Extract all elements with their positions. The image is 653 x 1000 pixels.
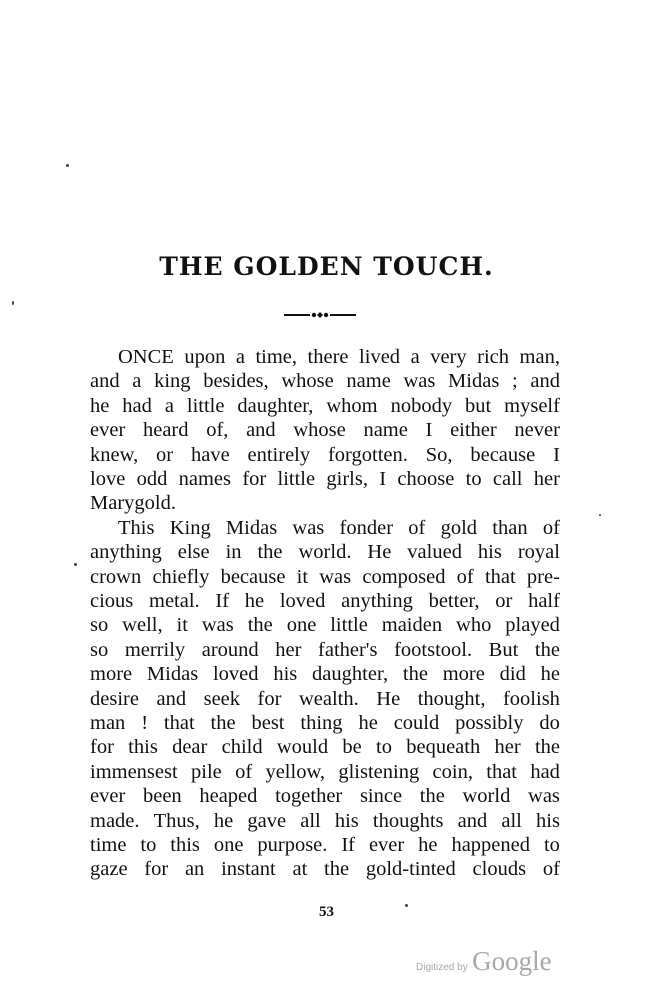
text-line: ever heard of, and whose name I either never [90, 419, 560, 442]
text-line: ONCE upon a time, there lived a very rich man, [118, 346, 560, 368]
text-line: This King Midas was fonder of gold than of [118, 516, 560, 539]
text-line: immensest pile of yellow, glistening coin, that had [90, 760, 560, 783]
text-line: and a king besides, whose name was Midas ; and [90, 370, 560, 393]
text-line: time to this one purpose. If ever he happened to [90, 834, 560, 856]
scan-speck [74, 563, 77, 566]
google-logo: Google [472, 946, 552, 976]
text-line: knew, or have entirely forgotten. So, because I [90, 443, 560, 466]
text-line: love odd names for little girls, I choose to call her [90, 468, 560, 490]
text-line: more Midas loved his daughter, the more did he [90, 663, 560, 686]
text-line: cious metal. If he loved anything better, or half [90, 590, 560, 612]
text-line: Marygold. [90, 492, 176, 515]
scan-speck [405, 904, 408, 907]
scan-speck [12, 301, 14, 305]
text-line: crown chiefly because it was composed of that pre- [90, 565, 560, 588]
text-line: so well, it was the one little maiden who played [90, 614, 560, 637]
page-number: 53 [319, 904, 334, 920]
watermark-prefix: Digitized by [416, 962, 468, 973]
digitized-watermark [416, 946, 552, 977]
text-line: made. Thus, he gave all his thoughts and all his [90, 809, 560, 832]
text-line: man ! that the best thing he could possibly do [90, 712, 560, 734]
text-line: for this dear child would be to bequeath her the [90, 736, 560, 759]
title-ornament [284, 309, 356, 321]
text-line: he had a little daughter, whom nobody but myself [90, 394, 560, 417]
text-line: ever been heaped together since the world was [90, 785, 560, 808]
text-line: so merrily around her father's footstool. But the [90, 638, 560, 661]
scan-speck [66, 164, 69, 167]
chapter-title: THE GOLDEN TOUCH. [159, 252, 494, 281]
text-line: gaze for an instant at the gold-tinted clouds of [90, 858, 560, 881]
scan-speck [599, 514, 601, 516]
text-line: desire and seek for wealth. He thought, foolish [90, 687, 560, 710]
text-line: anything else in the world. He valued his royal [90, 541, 560, 564]
